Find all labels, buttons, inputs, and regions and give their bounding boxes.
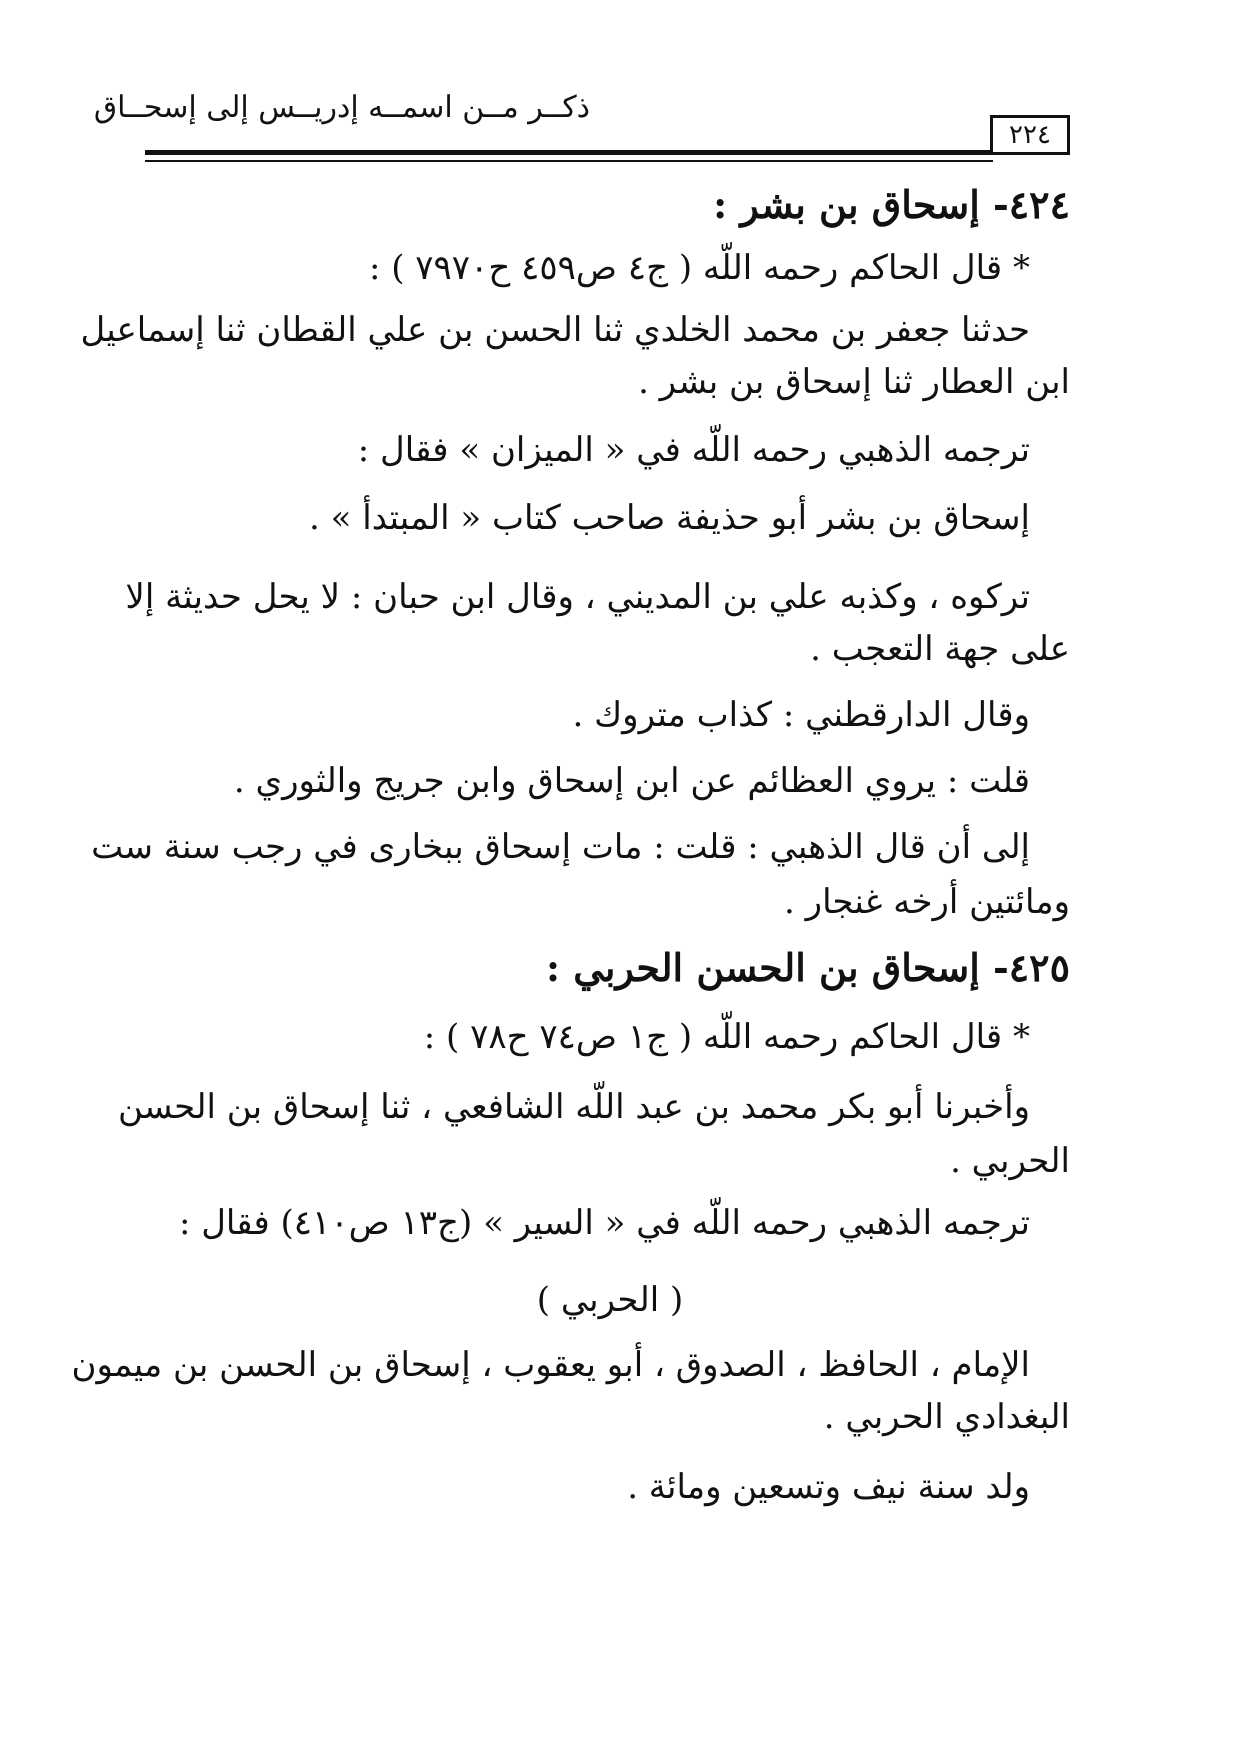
isnad-line: ابن العطار ثنا إسحاق بن بشر . [638,362,1070,402]
paragraph-line: ولد سنة نيف وتسعين ومائة . [627,1467,1030,1507]
isnad-line: الحربي . [950,1141,1070,1181]
source-citation: * قال الحاكم رحمه اللّه ( ج٤ ص٤٥٩ ح٧٩٧٠ ) : [368,248,1030,288]
entry-heading: ٤٢٥- إسحاق بن الحسن الحربي : [545,945,1070,990]
header-rule-thick [145,150,993,155]
isnad-line: حدثنا جعفر بن محمد الخلدي ثنا الحسن بن علي القطان ثنا إسماعيل [80,310,1030,350]
tarjama-line: ترجمه الذهبي رحمه اللّه في « الميزان » فقال : [357,430,1030,470]
paragraph-line: الإمام ، الحافظ ، الصدوق ، أبو يعقوب ، إسحاق بن الحسن بن ميمون [71,1345,1030,1385]
entry-heading: ٤٢٤- إسحاق بن بشر : [713,182,1070,227]
source-citation: * قال الحاكم رحمه اللّه ( ج١ ص٧٤ ح٧٨ ) : [423,1017,1030,1057]
tarjama-line: ترجمه الذهبي رحمه اللّه في « السير » (ج١٣ ص٤١٠) فقال : [178,1203,1030,1243]
name-line: إسحاق بن بشر أبو حذيفة صاحب كتاب « المبتدأ » . [309,498,1030,538]
paragraph-line: قلت : يروي العظائم عن ابن إسحاق وابن جريج والثوري . [233,761,1030,801]
running-title: ذكــر مــن اسمــه إدريــس إلى إسحــاق [93,90,590,125]
paragraph-line: البغدادي الحربي . [823,1397,1070,1437]
centered-title: ( الحربي ) [536,1280,684,1320]
paragraph-line: على جهة التعجب . [810,629,1070,669]
paragraph-line: تركوه ، وكذبه علي بن المديني ، وقال ابن حبان : لا يحل حديثة إلا [125,577,1030,617]
paragraph-line: إلى أن قال الذهبي : قلت : مات إسحاق ببخارى في رجب سنة ست [91,827,1030,867]
isnad-line: وأخبرنا أبو بكر محمد بن عبد اللّه الشافعي ، ثنا إسحاق بن الحسن [117,1087,1030,1127]
paragraph-line: ومائتين أرخه غنجار . [784,882,1070,922]
header-rule-thin [145,160,993,162]
paragraph-line: وقال الدارقطني : كذاب متروك . [572,695,1030,735]
page-number: ٢٢٤ [990,115,1070,155]
